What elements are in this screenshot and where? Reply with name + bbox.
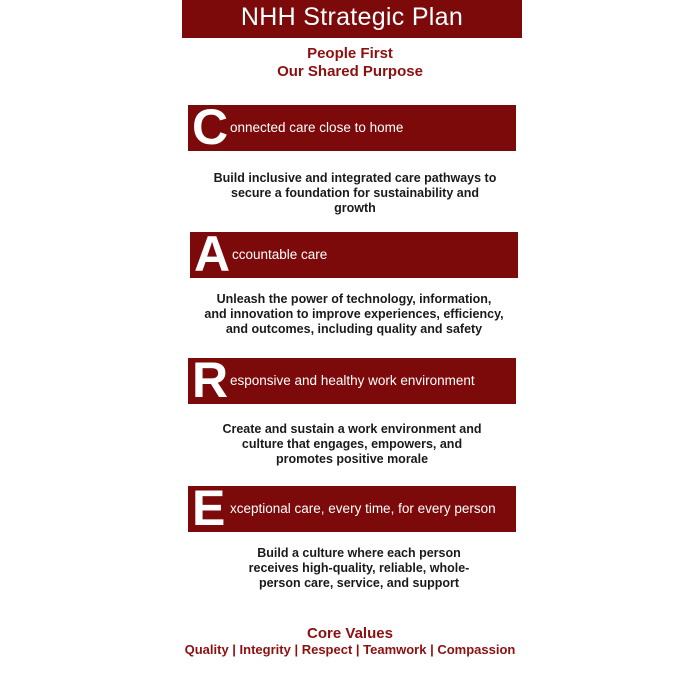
description-line: culture that engages, empowers, and: [241, 437, 463, 451]
pillar-description-responsive-work-environment: [177, 422, 527, 467]
description-line: receives high-quality, reliable, whole-: [248, 561, 470, 575]
description-line: secure a foundation for sustainability and: [231, 186, 479, 200]
pillar-letter: C: [192, 99, 229, 155]
description-line: Unleash the power of technology, information,: [216, 292, 492, 306]
description-line: promotes positive morale: [275, 452, 429, 466]
pillar-banner-responsive-work-environment: [188, 352, 516, 408]
pillar-banner-exceptional-care: [188, 480, 516, 536]
description-line: growth: [334, 201, 376, 215]
pillar-label: esponsive and healthy work environment: [230, 373, 475, 388]
description-line: Create and sustain a work environment and: [222, 422, 482, 436]
core-values-list: Quality | Integrity | Respect | Teamwork | Compassion: [184, 642, 516, 657]
core-values-title: Core Values: [307, 625, 393, 642]
pillar-description-exceptional-care: [184, 546, 534, 591]
pillar-letter: E: [192, 480, 226, 536]
pillar-letter: A: [194, 226, 231, 282]
pillar-label: onnected care close to home: [230, 120, 404, 135]
description-line: Build a culture where each person: [257, 546, 461, 560]
pillar-description-connected-care: [180, 171, 530, 216]
pillar-banner-accountable-care: [190, 226, 518, 282]
description-line: Build inclusive and integrated care pathways to: [213, 171, 497, 185]
pillar-description-accountable-care: [179, 292, 529, 337]
description-line: person care, service, and support: [258, 576, 460, 590]
subtitle-people-first: People First: [307, 45, 393, 62]
subtitle-shared-purpose: Our Shared Purpose: [277, 63, 423, 80]
pillar-banner-connected-care: [188, 99, 516, 155]
description-line: and innovation to improve experiences, efficiency,: [204, 307, 504, 321]
pillar-letter: R: [192, 352, 229, 408]
page-title: NHH Strategic Plan: [182, 0, 522, 38]
description-line: and outcomes, including quality and safety: [225, 322, 483, 336]
pillar-label: xceptional care, every time, for every person: [230, 501, 496, 516]
pillar-label: ccountable care: [232, 247, 328, 262]
